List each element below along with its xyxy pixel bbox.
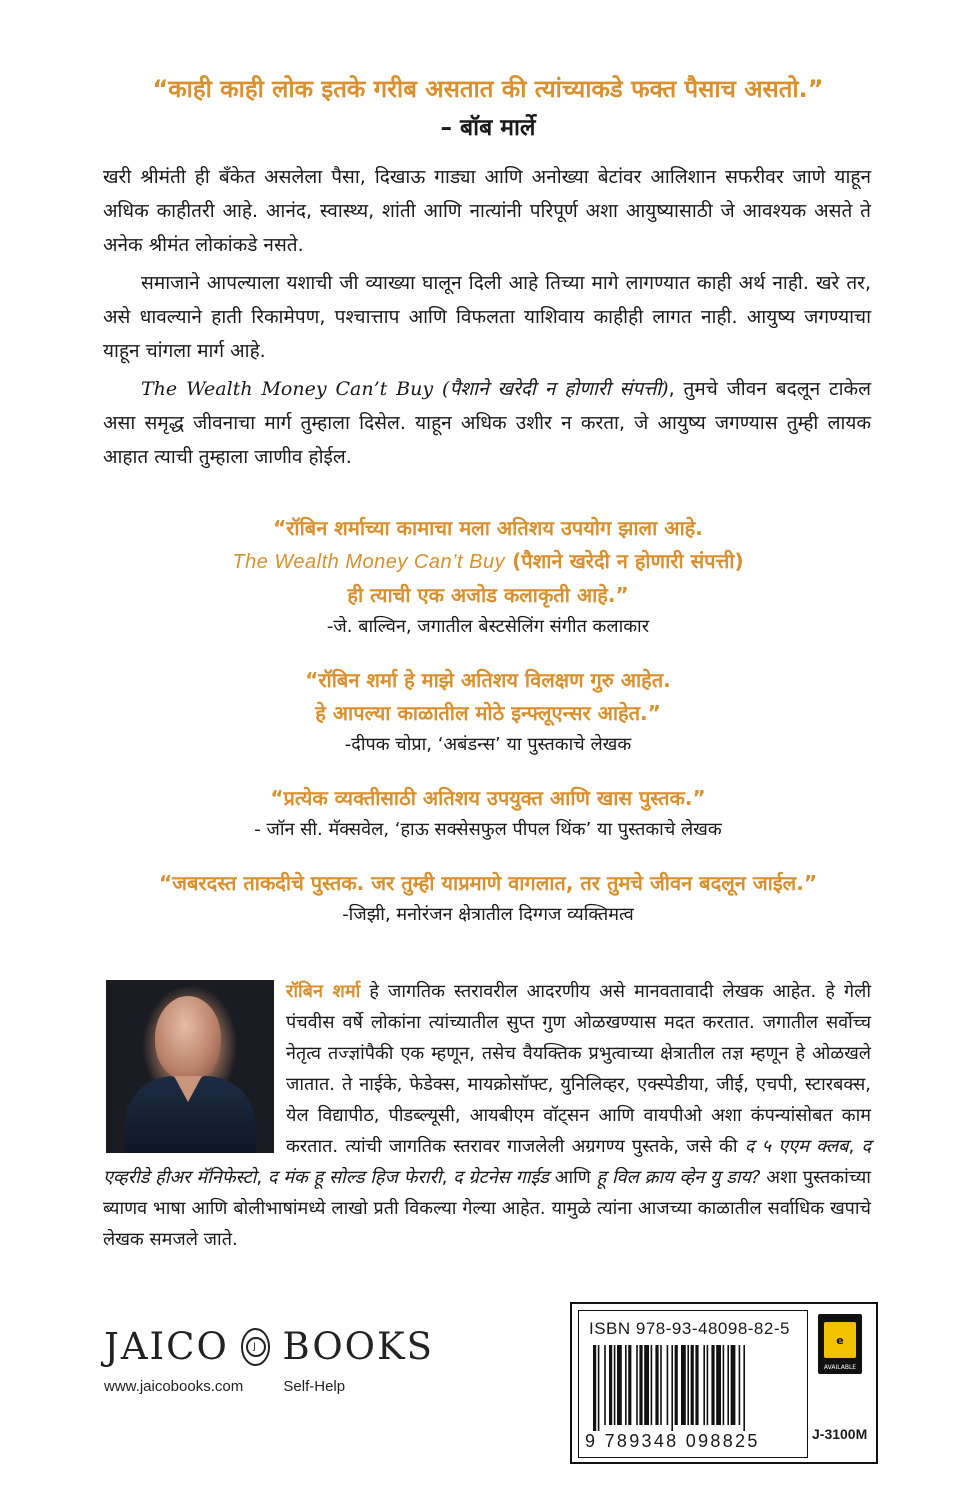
isbn-digits: 9 789348 098825 (585, 1431, 760, 1451)
intro-paragraph-3 (103, 372, 871, 474)
book-title-latin: The Wealth Money Can’t Buy (232, 551, 506, 573)
barcode-bar (739, 1345, 741, 1425)
isbn-label: ISBN 978-93-48098-82-5 (589, 1319, 790, 1338)
testimonial-quote: “रॉबिन शर्माच्या कामाचा मला अतिशय उपयोग झाला आहे. The Wealth Money Can’t Buy (पैशाने खरेदी न होणारी संपत्ती) ही त्याची एक अजोड कलाकृती आहे.” (232, 516, 744, 607)
barcode-bar (660, 1345, 662, 1425)
barcode-bar (723, 1345, 725, 1425)
testimonial-author: - जॉन सी. मॅक्सवेल, ‘हाऊ सक्सेसफुल पीपल थिंक’ या पुस्तकाचे लेखक (254, 819, 722, 840)
barcode-bar (711, 1345, 714, 1425)
book-title-italic: The Wealth Money Can’t Buy (पैशाने खरेदी न होणारी संपत्ती) (141, 378, 669, 400)
book-title: द ५ एएम क्लब (744, 1136, 849, 1157)
top-quote-author: – बॉब मार्ले (440, 115, 536, 141)
publisher-logo: JAICO J BOOKS (104, 1325, 434, 1368)
intro-paragraph-2: समाजाने आपल्याला यशाची जी व्याख्या घालून दिली आहे तिच्या मागे लागण्यात काही अर्थ नाही. खरे तर, असे धावल्याने हाती रिकामेपण, पश्चात्ताप आणि विफलता याशिवाय काहीही लागत नाही. आयुष्य जगण्याचा याहून चांगला मार्ग आहे. (103, 272, 871, 362)
barcode-bar (651, 1345, 653, 1425)
barcode-bar (598, 1345, 600, 1431)
barcode-bar (687, 1345, 689, 1425)
book-title: हू विल क्राय व्हेन यु डाय? (596, 1167, 761, 1188)
testimonials (0, 512, 976, 952)
product-code: J-3100M (812, 1426, 868, 1442)
top-quote: “काही काही लोक इतके गरीब असतात की त्यांच्याकडे फक्त पैसाच असतो.” (152, 75, 824, 103)
barcode-bar (671, 1345, 673, 1431)
testimonial-author: -जे. बाल्विन, जगातील बेस्टसेलिंग संगीत कलाकार (326, 616, 650, 637)
barcode-bar (675, 1345, 678, 1425)
barcode-bar (716, 1345, 721, 1425)
barcode (591, 1345, 799, 1431)
barcode-bar (639, 1345, 642, 1425)
barcode-bar (731, 1345, 736, 1425)
author-bio: रॉबिन शर्मा हे जागतिक स्तरावरील आदरणीय असे मानवतावादी लेखक आहेत. हे गेली पंचवीस वर्षे लोकांना त्यांच्यातील सुप्त गुण ओळखण्यास मदत करतात. जगातील सर्वोच्च नेतृत्व तज्ज्ञांपैकी एक म्हणून, तसेच वैयक्तिक प्रभुत्वाच्या क्षेत्रातील तज्ञ म्हणून हे ओळखले जातात. ते नाईके, फेडेक्स, मायक्रोसॉफ्ट, युनिलिव्हर, एक्स्पेडीया, जीई, एचपी, स्टारबक्स, येल विद्यापीठ, पीडब्ल्यूसी, आयबीएम वॉट्सन आणि वायपीओ अशा कंपन्यांसोबत काम करतात. त्यांची जागतिक स्तरावर गाजलेली अग्रगण्य पुस्तके, जसे की द ५ एएम क्लब, द एव्हरीडे हीअर मॅनिफेस्टो, द मंक हू सोल्ड हिज फेरारी, द ग्रेटनेस गाईड आणि हू विल क्राय व्हेन यु डाय? अशा पुस्तकांच्या ब्याणव भाषा आणि बोलीभाषांमध्ये लाखो प्रती विकल्या गेल्या आहेत. यामुळे त्यांना आजच्या काळातील सर्वाधिक खपाचे लेखक समजले जाते. (103, 981, 872, 1250)
barcode-bar (743, 1345, 745, 1431)
book-title: द मंक हू सोल्ड हिज फेरारी (267, 1167, 442, 1188)
testimonial-author: -दीपक चोप्रा, ‘अबंडन्स’ या पुस्तकाचे लेखक (344, 734, 632, 755)
barcode-bar (604, 1345, 606, 1425)
barcode-bar (691, 1345, 694, 1425)
barcode-bar (614, 1345, 616, 1425)
book-title: द ग्रेटनेस गाईड (453, 1167, 549, 1188)
book-title: द एव्हरीडे हीअर मॅनिफेस्टो (103, 1136, 872, 1188)
barcode-bar (644, 1345, 649, 1425)
barcode-bar (609, 1345, 612, 1425)
testimonial-quote: “जबरदस्त ताकदीचे पुस्तक. जर तुम्ही याप्रमाणे वागलात, तर तुमचे जीवन बदलून जाईल.” (159, 871, 817, 895)
publisher-website[interactable]: www.jaicobooks.com (104, 1378, 244, 1395)
publisher-block (104, 1325, 434, 1395)
isbn-box (570, 1302, 878, 1464)
barcode-bar (707, 1345, 709, 1425)
barcode-bar (727, 1345, 729, 1425)
testimonial-quote: “रॉबिन शर्मा हे माझे अतिशय विलक्षण गुरु आहेत. हे आपल्या काळातील मोठे इन्फ्लूएन्सर आहेत.” (305, 668, 671, 725)
barcode-bar (695, 1345, 698, 1425)
barcode-bar (667, 1345, 669, 1425)
barcode-bar (681, 1345, 686, 1425)
intro-text (103, 160, 871, 478)
testimonial-author: -जिझी, मनोरंजन क्षेत्रातील दिग्गज व्यक्तिमत्व (342, 904, 634, 925)
barcode-bar (593, 1345, 596, 1431)
barcode-bar (655, 1345, 658, 1425)
intro-paragraph-1: खरी श्रीमंती ही बँकेत असलेला पैसा, दिखाऊ गाड्या आणि अनोख्या बेटांवर आलिशान सफरीवर जाणे याहून अधिक काहीतरी आहे. आनंद, स्वास्थ्य, शांती आणि नात्यांनी परिपूर्ण अशा आयुष्यासाठी जे आवश्यक असते ते अनेक श्रीमंत लोकांकडे नसते. (103, 166, 871, 256)
barcode-bar (625, 1345, 627, 1425)
barcode-bar (703, 1345, 705, 1425)
barcode-bar (636, 1345, 638, 1425)
book-category: Self-Help (283, 1378, 346, 1395)
ebook-available-icon: e AVAILABLE (818, 1314, 862, 1374)
wheel-icon: J (241, 1328, 271, 1366)
author-name: रॉबिन शर्मा (286, 981, 361, 1002)
barcode-bar (617, 1345, 622, 1425)
intro-paragraph-3-rest: , तुमचे जीवन बदलून टाकेल असा समृद्ध जीवनाचा मार्ग तुम्हाला दिसेल. याहून अधिक उशीर न करता, जे आयुष्य जगण्यास तुम्ही लायक आहात त्याची तुम्हाला जाणीव होईल. (103, 378, 871, 468)
barcode-bar (628, 1345, 631, 1425)
testimonial-quote: “प्रत्येक व्यक्तीसाठी अतिशय उपयुक्त आणि खास पुस्तक.” (270, 786, 706, 810)
